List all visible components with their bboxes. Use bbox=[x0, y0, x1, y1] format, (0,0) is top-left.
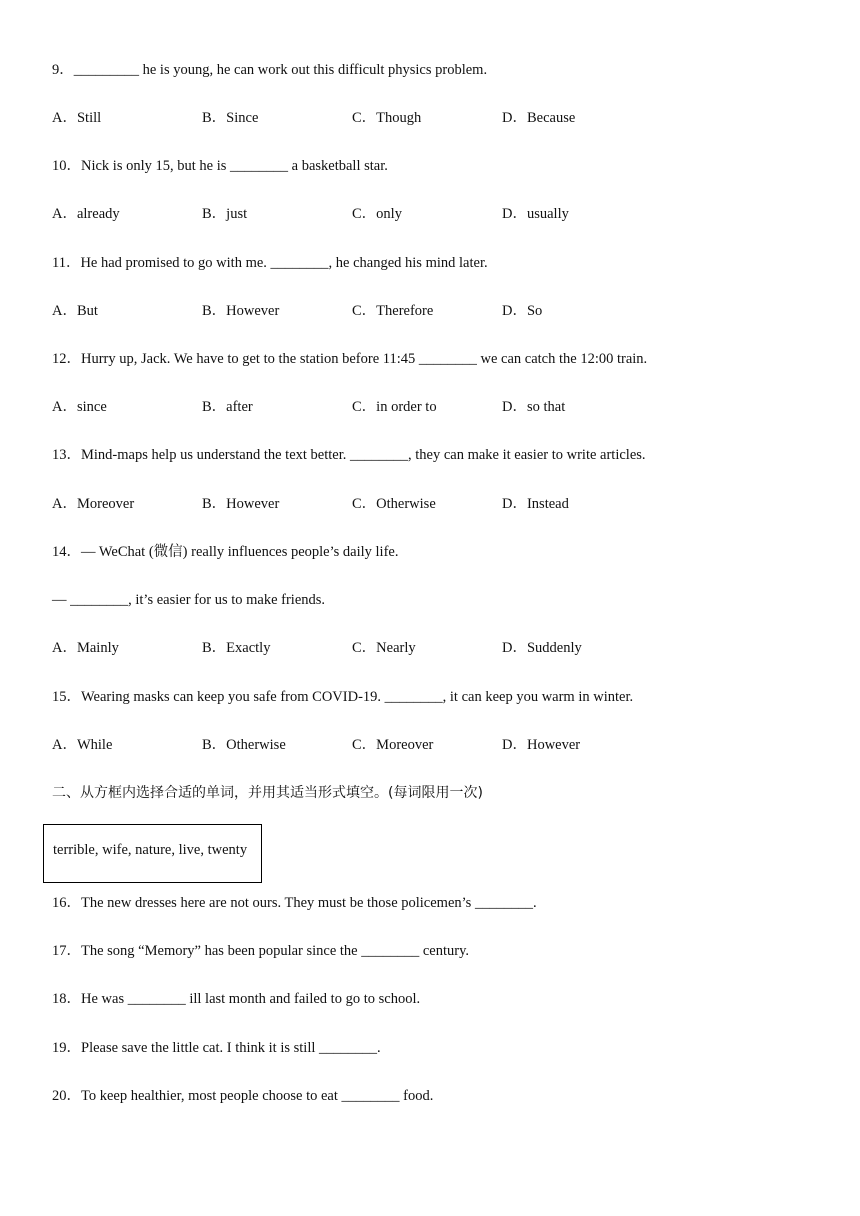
fill-item: 16．The new dresses here are not ours. They must be those policemen’s ________. bbox=[52, 895, 537, 911]
option-b: B．Since bbox=[202, 110, 259, 126]
option-c: C．Otherwise bbox=[352, 496, 436, 512]
option-b: B．after bbox=[202, 399, 253, 415]
question-stem: 10．Nick is only 15, but he is ________ a basketball star. bbox=[52, 158, 388, 174]
option-a: A．since bbox=[52, 399, 107, 415]
options-row bbox=[52, 397, 772, 417]
option-a: A．Still bbox=[52, 110, 102, 126]
option-c: C．in order to bbox=[352, 399, 437, 415]
options-row bbox=[52, 494, 772, 514]
option-a: A．But bbox=[52, 303, 98, 319]
option-c: C．Nearly bbox=[352, 640, 416, 656]
option-b: B．Exactly bbox=[202, 640, 271, 656]
option-c: C．only bbox=[352, 206, 402, 222]
option-b: B．However bbox=[202, 303, 280, 319]
fill-item: 17．The song “Memory” has been popular since the ________ century. bbox=[52, 943, 470, 959]
option-d: D．so that bbox=[502, 399, 566, 415]
option-d: D．Instead bbox=[502, 496, 569, 512]
option-b: B．Otherwise bbox=[202, 737, 286, 753]
option-a: A．already bbox=[52, 206, 120, 222]
question-stem: 11．He had promised to go with me. ________, he changed his mind later. bbox=[52, 255, 488, 271]
options-row bbox=[52, 108, 772, 128]
option-c: C．Moreover bbox=[352, 737, 434, 753]
word-box-text: terrible, wife, nature, live, twenty bbox=[53, 842, 248, 858]
option-d: D．So bbox=[502, 303, 543, 319]
question-stem: 9．_________ he is young, he can work out this difficult physics problem. bbox=[52, 62, 488, 78]
option-b: B．However bbox=[202, 496, 280, 512]
question-stem: 13．Mind-maps help us understand the text better. ________, they can make it easier to write articles. bbox=[52, 447, 646, 463]
options-row bbox=[52, 735, 772, 755]
option-b: B．just bbox=[202, 206, 248, 222]
option-a: A．Moreover bbox=[52, 496, 135, 512]
question-stem: 14．— WeChat (微信) really influences people’s daily life. bbox=[52, 544, 399, 560]
option-d: D．Suddenly bbox=[502, 640, 582, 656]
option-d: D．However bbox=[502, 737, 581, 753]
word-box bbox=[43, 824, 262, 883]
option-c: C．Though bbox=[352, 110, 422, 126]
fill-item: 20．To keep healthier, most people choose to eat ________ food. bbox=[52, 1088, 434, 1104]
question-stem: 15．Wearing masks can keep you safe from COVID-19. ________, it can keep you warm in winter. bbox=[52, 689, 634, 705]
option-a: A．Mainly bbox=[52, 640, 119, 656]
options-row bbox=[52, 301, 772, 321]
option-a: A．While bbox=[52, 737, 113, 753]
section-title: 二、从方框内选择合适的单词，并用其适当形式填空。(每词限用一次) bbox=[52, 785, 483, 801]
option-d: D．usually bbox=[502, 206, 569, 222]
fill-item: 18．He was ________ ill last month and failed to go to school. bbox=[52, 991, 421, 1007]
question-stem: 12．Hurry up, Jack. We have to get to the station before 11:45 ________ we can catch the 12:00 train. bbox=[52, 351, 648, 367]
option-d: D．Because bbox=[502, 110, 576, 126]
question-stem-reply: — ________, it’s easier for us to make friends. bbox=[52, 592, 326, 608]
option-c: C．Therefore bbox=[352, 303, 434, 319]
fill-item: 19．Please save the little cat. I think it is still ________. bbox=[52, 1040, 381, 1056]
options-row bbox=[52, 638, 772, 658]
options-row bbox=[52, 204, 772, 224]
